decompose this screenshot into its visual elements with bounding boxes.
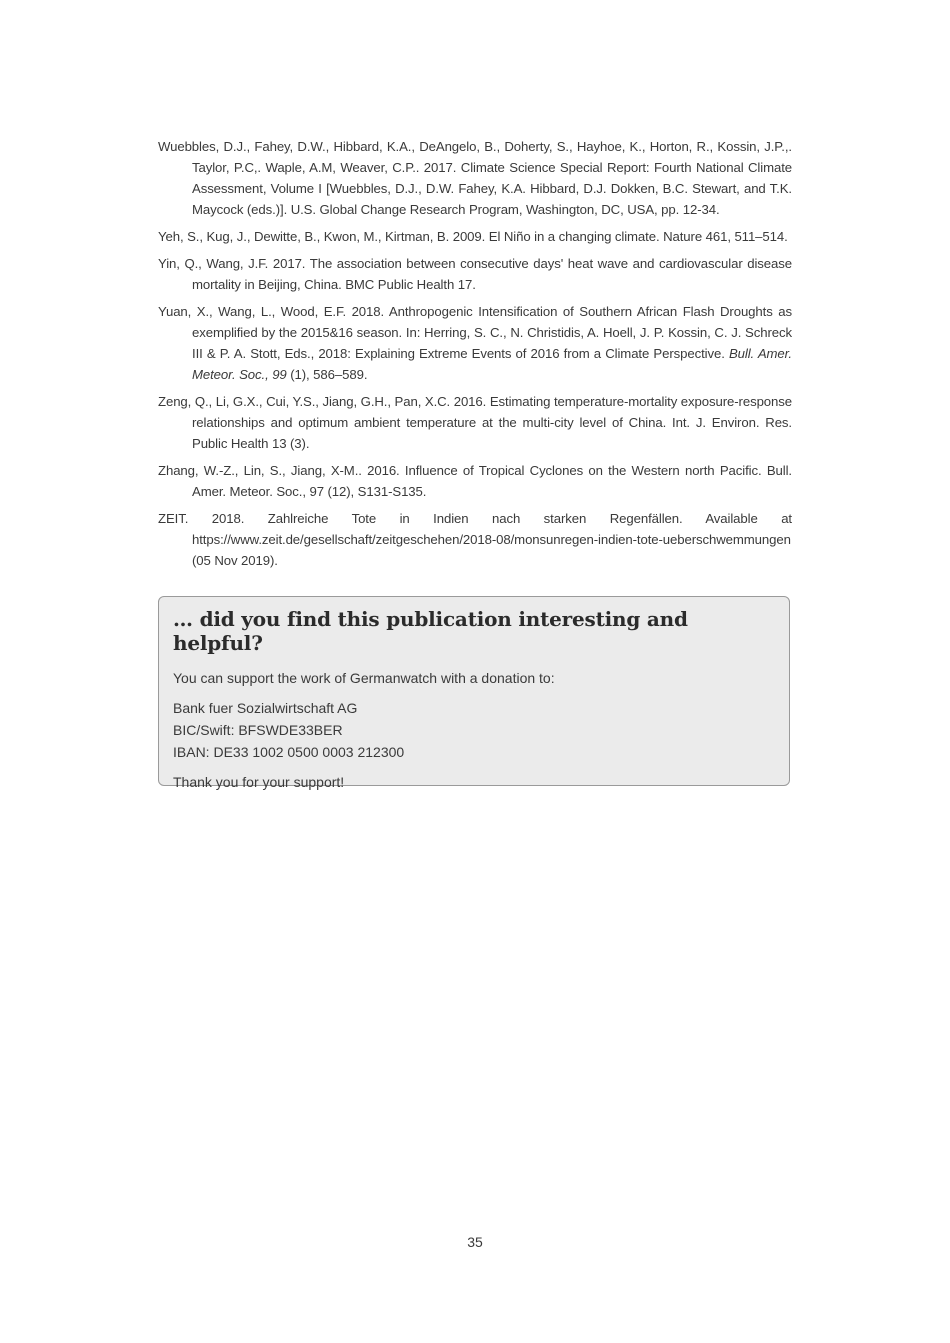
reference-text: Zeng, Q., Li, G.X., Cui, Y.S., Jiang, G.H., Pan, X.C. 2016. Estimating temperature-mortality exposure-response relationships and optimum ambient temperature at the multi-city level of China. Int. J. Environ. Res. Public Health 13 (3).	[158, 394, 792, 451]
reference-text-after: (1), 586–589.	[286, 367, 368, 382]
reference-text: Yeh, S., Kug, J., Dewitte, B., Kwon, M., Kirtman, B. 2009. El Niño in a changing climate. Nature 461, 511–514.	[158, 229, 788, 244]
page-number: 35	[467, 1234, 483, 1250]
reference-text: Yuan, X., Wang, L., Wood, E.F. 2018. Anthropogenic Intensification of Southern African Flash Droughts as exemplified by the 2015&16 season. In: Herring, S. C., N. Christidis, A. Hoell, J. P. Kossin, C. J. Schreck III & P. A. Stott, Eds., 2018: Explaining Extreme Events of 2016 from a Climate Perspective.	[158, 304, 792, 361]
reference-zeit-2018	[158, 508, 792, 571]
donation-thanks: Thank you for your support!	[173, 774, 345, 790]
reference-yin-2017	[158, 253, 792, 295]
reference-list	[158, 136, 792, 577]
bank-iban: IBAN: DE33 1002 0500 0003 212300	[173, 744, 405, 760]
bank-details	[173, 697, 775, 763]
bank-name: Bank fuer Sozialwirtschaft AG	[173, 700, 358, 716]
donation-box	[158, 596, 790, 790]
reference-wuebbles-2017	[158, 136, 792, 220]
reference-journal-italic: Bull. Amer. Meteor. Soc., 99	[192, 346, 792, 382]
reference-yeh-2009	[158, 226, 792, 247]
reference-text: Zhang, W.-Z., Lin, S., Jiang, X-M.. 2016. Influence of Tropical Cyclones on the Western north Pacific. Bull. Amer. Meteor. Soc., 97 (12), S131-S135.	[158, 463, 792, 499]
donation-intro: You can support the work of Germanwatch with a donation to:	[173, 670, 555, 686]
reference-text: Yin, Q., Wang, J.F. 2017. The association between consecutive days' heat wave and cardiovascular disease mortality in Beijing, China. BMC Public Health 17.	[158, 256, 792, 292]
reference-zeng-2016	[158, 391, 792, 454]
donation-title: … did you find this publication interesting and helpful?	[173, 607, 688, 655]
reference-text: ZEIT. 2018. Zahlreiche Tote in Indien nach starken Regenfällen. Available at https://www.zeit.de/gesellschaft/zeitgeschehen/2018-08/monsunregen-indien-tote-ueberschwemmungen (05 Nov 2019).	[158, 511, 792, 568]
bank-bic: BIC/Swift: BFSWDE33BER	[173, 722, 343, 738]
reference-zhang-2016	[158, 460, 792, 502]
reference-text: Wuebbles, D.J., Fahey, D.W., Hibbard, K.A., DeAngelo, B., Doherty, S., Hayhoe, K., Horton, R., Kossin, J.P.,. Taylor, P.C,. Waple, A.M, Weaver, C.P.. 2017. Climate Science Special Report: Fourth National Climate Assessment, Volume I [Wuebbles, D.J., D.W. Fahey, K.A. Hibbard, D.J. Dokken, B.C. Stewart, and T.K. Maycock (eds.)]. U.S. Global Change Research Program, Washington, DC, USA, pp. 12-34.	[158, 139, 792, 217]
reference-yuan-2018	[158, 301, 792, 385]
